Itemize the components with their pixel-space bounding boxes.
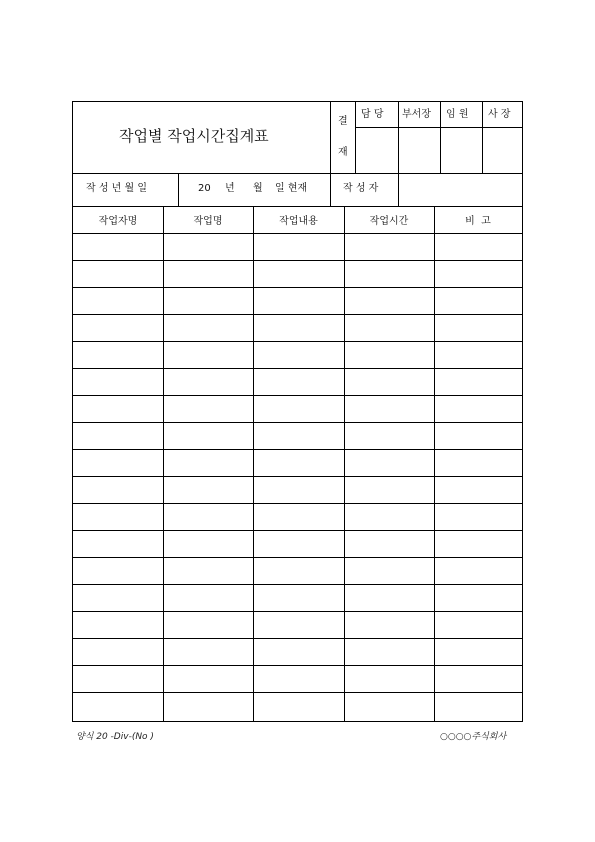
column-divider — [434, 206, 435, 721]
table-cell-worker-name[interactable] — [75, 451, 161, 474]
table-cell-task-content[interactable] — [255, 478, 342, 501]
table-cell-task-name[interactable] — [165, 316, 251, 339]
column-header-work-time: 작업시간 — [369, 216, 409, 227]
table-cell-remarks[interactable] — [436, 451, 520, 474]
table-cell-work-time[interactable] — [346, 343, 432, 366]
table-cell-worker-name[interactable] — [75, 262, 161, 285]
table-cell-work-time[interactable] — [346, 613, 432, 636]
table-cell-work-time[interactable] — [346, 397, 432, 420]
company-name: ○○○○주식회사 — [440, 732, 507, 742]
date-label: 작 성 년 월 일 — [86, 183, 148, 194]
table-cell-task-name[interactable] — [165, 478, 251, 501]
column-header-remarks: 비 고 — [465, 216, 491, 227]
row-divider — [73, 503, 522, 504]
table-cell-task-content[interactable] — [255, 316, 342, 339]
row-divider — [73, 449, 522, 450]
table-cell-worker-name[interactable] — [75, 316, 161, 339]
divider — [330, 173, 331, 206]
table-cell-remarks[interactable] — [436, 343, 520, 366]
table-cell-remarks[interactable] — [436, 289, 520, 312]
table-cell-task-content[interactable] — [255, 235, 342, 258]
table-cell-task-name[interactable] — [165, 532, 251, 555]
row-divider — [73, 341, 522, 342]
table-cell-task-name[interactable] — [165, 289, 251, 312]
table-cell-work-time[interactable] — [346, 505, 432, 528]
table-cell-work-time[interactable] — [346, 640, 432, 663]
approver-title-manager: 담 당 — [361, 109, 384, 120]
table-cell-remarks[interactable] — [436, 262, 520, 285]
table-cell-worker-name[interactable] — [75, 532, 161, 555]
table-cell-worker-name[interactable] — [75, 667, 161, 690]
table-cell-task-content[interactable] — [255, 559, 342, 582]
table-cell-worker-name[interactable] — [75, 478, 161, 501]
table-cell-remarks[interactable] — [436, 235, 520, 258]
row-divider — [73, 260, 522, 261]
approver-title-executive: 임 원 — [446, 109, 469, 120]
table-cell-work-time[interactable] — [346, 451, 432, 474]
table-cell-work-time[interactable] — [346, 316, 432, 339]
table-cell-task-name[interactable] — [165, 262, 251, 285]
column-header-worker-name: 작업자명 — [98, 216, 138, 227]
table-cell-task-content[interactable] — [255, 262, 342, 285]
signature-box-manager[interactable] — [356, 128, 398, 173]
table-cell-task-name[interactable] — [165, 370, 251, 393]
column-header-task-content: 작업내용 — [279, 216, 318, 227]
row-divider — [73, 584, 522, 585]
table-cell-task-name[interactable] — [165, 505, 251, 528]
row-divider — [73, 287, 522, 288]
row-divider — [73, 665, 522, 666]
row-divider — [73, 314, 522, 315]
table-cell-task-content[interactable] — [255, 424, 342, 447]
author-field[interactable] — [399, 174, 522, 206]
approver-title-president: 사 장 — [488, 109, 511, 120]
table-cell-task-name[interactable] — [165, 586, 251, 609]
table-cell-worker-name[interactable] — [75, 640, 161, 663]
table-cell-work-time[interactable] — [346, 370, 432, 393]
table-cell-remarks[interactable] — [436, 640, 520, 663]
signature-box-executive[interactable] — [441, 128, 482, 173]
table-cell-remarks[interactable] — [436, 532, 520, 555]
row-divider — [73, 368, 522, 369]
table-cell-task-content[interactable] — [255, 613, 342, 636]
table-cell-work-time[interactable] — [346, 667, 432, 690]
table-cell-worker-name[interactable] — [75, 235, 161, 258]
date-year: 20 — [198, 183, 211, 194]
row-divider — [73, 422, 522, 423]
row-divider — [73, 692, 522, 693]
table-cell-task-content[interactable] — [255, 640, 342, 663]
row-divider — [73, 638, 522, 639]
column-divider — [253, 206, 254, 721]
row-divider — [73, 530, 522, 531]
table-cell-work-time[interactable] — [346, 586, 432, 609]
table-cell-task-name[interactable] — [165, 559, 251, 582]
form-code: 양식 20 -Div-(No ) — [76, 732, 154, 742]
table-cell-worker-name[interactable] — [75, 586, 161, 609]
table-cell-worker-name[interactable] — [75, 505, 161, 528]
approval-label-top: 결 — [338, 116, 348, 127]
table-cell-worker-name[interactable] — [75, 343, 161, 366]
table-cell-work-time[interactable] — [346, 532, 432, 555]
page-title: 작업별 작업시간집계표 — [119, 127, 269, 145]
author-label: 작 성 자 — [343, 183, 379, 194]
table-cell-task-content[interactable] — [255, 289, 342, 312]
row-divider — [73, 611, 522, 612]
table-cell-task-content[interactable] — [255, 397, 342, 420]
column-divider — [163, 206, 164, 721]
table-cell-worker-name[interactable] — [75, 289, 161, 312]
column-header-task-name: 작업명 — [193, 216, 223, 227]
table-cell-work-time[interactable] — [346, 235, 432, 258]
table-cell-worker-name[interactable] — [75, 397, 161, 420]
table-cell-task-name[interactable] — [165, 343, 251, 366]
divider — [178, 173, 179, 206]
table-cell-task-name[interactable] — [165, 667, 251, 690]
table-cell-worker-name[interactable] — [75, 424, 161, 447]
row-divider — [73, 557, 522, 558]
table-cell-task-content[interactable] — [255, 532, 342, 555]
table-cell-remarks[interactable] — [436, 559, 520, 582]
date-month-unit: 월 — [253, 183, 263, 194]
table-cell-remarks[interactable] — [436, 586, 520, 609]
table-cell-remarks[interactable] — [436, 397, 520, 420]
approver-title-dept-head: 부서장 — [402, 109, 431, 120]
row-divider — [73, 476, 522, 477]
table-cell-task-name[interactable] — [165, 613, 251, 636]
table-cell-work-time[interactable] — [346, 289, 432, 312]
table-cell-task-name[interactable] — [165, 640, 251, 663]
divider — [330, 102, 331, 173]
table-cell-task-name[interactable] — [165, 424, 251, 447]
table-cell-task-content[interactable] — [255, 451, 342, 474]
table-cell-worker-name[interactable] — [75, 370, 161, 393]
approval-label-bottom: 재 — [338, 147, 348, 158]
date-year-unit: 년 — [225, 183, 235, 194]
table-cell-task-content[interactable] — [255, 667, 342, 690]
table-cell-worker-name[interactable] — [75, 559, 161, 582]
work-time-summary-form — [72, 101, 523, 722]
table-cell-remarks[interactable] — [436, 613, 520, 636]
row-divider — [73, 233, 522, 234]
data-table — [73, 206, 522, 721]
table-cell-remarks[interactable] — [436, 667, 520, 690]
signature-box-president[interactable] — [483, 128, 522, 173]
table-cell-task-content[interactable] — [255, 370, 342, 393]
row-divider — [73, 395, 522, 396]
table-cell-task-name[interactable] — [165, 235, 251, 258]
table-cell-work-time[interactable] — [346, 559, 432, 582]
table-cell-work-time[interactable] — [346, 262, 432, 285]
table-cell-work-time[interactable] — [346, 478, 432, 501]
table-cell-remarks[interactable] — [436, 316, 520, 339]
table-cell-task-content[interactable] — [255, 586, 342, 609]
signature-box-dept-head[interactable] — [399, 128, 440, 173]
table-cell-work-time[interactable] — [346, 424, 432, 447]
table-cell-remarks[interactable] — [436, 424, 520, 447]
table-cell-remarks[interactable] — [436, 370, 520, 393]
table-cell-task-content[interactable] — [255, 343, 342, 366]
table-cell-task-name[interactable] — [165, 451, 251, 474]
column-divider — [344, 206, 345, 721]
table-cell-task-name[interactable] — [165, 397, 251, 420]
table-cell-worker-name[interactable] — [75, 613, 161, 636]
table-cell-remarks[interactable] — [436, 478, 520, 501]
table-cell-remarks[interactable] — [436, 505, 520, 528]
table-cell-task-content[interactable] — [255, 505, 342, 528]
date-day-unit: 일 현재 — [275, 183, 308, 194]
